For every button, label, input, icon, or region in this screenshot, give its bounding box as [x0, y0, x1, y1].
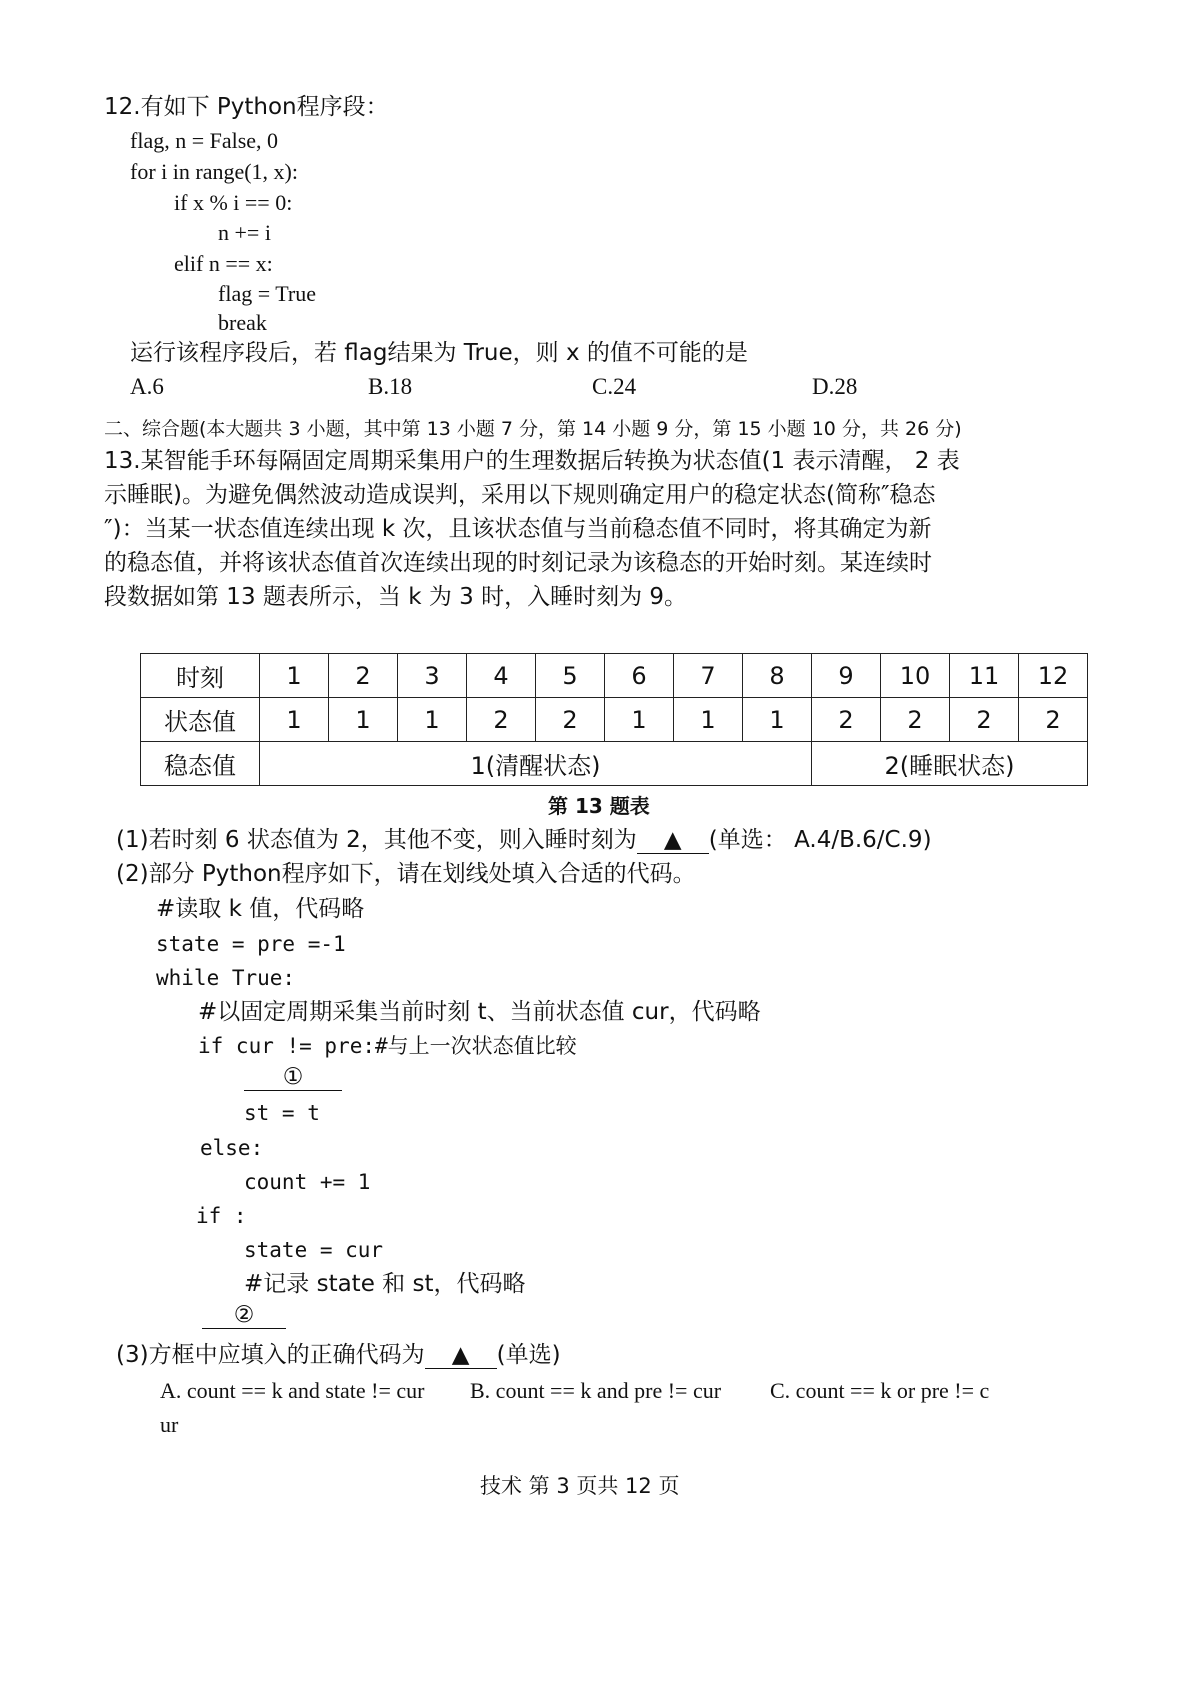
table-cell-state: 1 — [605, 698, 674, 742]
q13-sub3-option-b: B. count == k and pre != cur — [470, 1378, 722, 1403]
q13-sub3 — [116, 1340, 561, 1370]
page-footer: 技术 第 3 页共 12 页 — [480, 1474, 680, 1498]
table-cell-time: 3 — [398, 654, 467, 698]
table-cell-time: 1 — [260, 654, 329, 698]
q12-code-line-5: elif n == x: — [174, 251, 273, 276]
q13-para-line-2: 示睡眠)。为避免偶然波动造成误判，采用以下规则确定用户的稳定状态(简称″稳态 — [104, 482, 936, 508]
table-row-stable — [141, 742, 1088, 786]
q12-question: 运行该程序段后，若 flag结果为 True，则 x 的值不可能的是 — [130, 340, 748, 366]
q13-code-line-4: #以固定周期采集当前时刻 t、当前状态值 cur，代码略 — [198, 999, 761, 1025]
table-cell-time: 12 — [1019, 654, 1088, 698]
section2-heading: 二、综合题(本大题共 3 小题，其中第 13 小题 7 分，第 14 小题 9 分，第 15 小题 10 分，共 26 分) — [104, 418, 962, 440]
q13-para-line-5: 段数据如第 13 题表所示，当 k 为 3 时，入睡时刻为 9。 — [104, 584, 688, 610]
table-cell-stable-sleep: 2(睡眠状态) — [812, 742, 1088, 786]
q12-code-line-4: n += i — [218, 220, 271, 245]
table-cell-state: 2 — [950, 698, 1019, 742]
q13-code-blank-1 — [244, 1062, 342, 1092]
table-cell-state: 2 — [536, 698, 605, 742]
q13-code-line-9: count += 1 — [244, 1170, 371, 1194]
q13-code-line-7: st = t — [244, 1101, 320, 1125]
q13-sub2: (2)部分 Python程序如下，请在划线处填入合适的代码。 — [116, 861, 696, 887]
q13-sub3-prefix: (3)方框中应填入的正确代码为 — [116, 1342, 425, 1368]
q13-sub1 — [116, 825, 932, 855]
table-cell-time: 10 — [881, 654, 950, 698]
q12-code-line-6: flag = True — [218, 281, 316, 306]
q13-code-line-12: #记录 state 和 st，代码略 — [244, 1271, 526, 1297]
q12-option-c: C.24 — [592, 374, 637, 399]
table-caption: 第 13 题表 — [548, 794, 650, 818]
code-fill-blank-2[interactable]: ② — [202, 1302, 286, 1329]
table-cell-time: 9 — [812, 654, 881, 698]
table-cell-state: 1 — [674, 698, 743, 742]
q13-sub1-suffix: (单选： A.4/B.6/C.9) — [708, 827, 932, 853]
q13-sub1-prefix: (1)若时刻 6 状态值为 2，其他不变，则入睡时刻为 — [116, 827, 637, 853]
table-cell-time: 7 — [674, 654, 743, 698]
q13-para-line-4: 的稳态值，并将该状态值首次连续出现的时刻记录为该稳态的开始时刻。某连续时 — [104, 550, 932, 576]
table-header-state: 状态值 — [141, 698, 260, 742]
q13-code-line-10: if : — [196, 1204, 247, 1228]
q12-code-line-3: if x % i == 0: — [174, 190, 293, 215]
table-cell-state: 2 — [1019, 698, 1088, 742]
q12-option-d: D.28 — [812, 374, 858, 399]
q12-option-b: B.18 — [368, 374, 413, 399]
table-cell-state: 1 — [398, 698, 467, 742]
q13-code-line-11: state = cur — [244, 1238, 384, 1262]
table-cell-time: 2 — [329, 654, 398, 698]
q13-code-line-2: state = pre =-1 — [156, 932, 346, 956]
q12-code-line-7: break — [218, 310, 267, 335]
q13-code-line-8: else: — [200, 1136, 264, 1160]
q13-para-line-3: ″)：当某一状态值连续出现 k 次，且该状态值与当前稳态值不同时，将其确定为新 — [104, 516, 932, 542]
q13-code-line-3: while True: — [156, 966, 296, 990]
q13-sub3-option-c-wrap: ur — [160, 1412, 179, 1437]
table-header-stable: 稳态值 — [141, 742, 260, 786]
q13-code-line-5: if cur != pre:#与上一次状态值比较 — [198, 1034, 577, 1058]
table-cell-state: 1 — [329, 698, 398, 742]
q13-sub1-answer-blank[interactable]: ▲ — [637, 827, 709, 854]
table-cell-state: 2 — [881, 698, 950, 742]
q13-sub3-option-a: A. count == k and state != cur — [160, 1378, 425, 1403]
table-cell-time: 4 — [467, 654, 536, 698]
q12-code-line-2: for i in range(1, x): — [130, 159, 298, 184]
q13-sub3-suffix: (单选) — [496, 1342, 561, 1368]
table-row-states — [141, 698, 1088, 742]
q13-sub3-option-c: C. count == k or pre != c — [770, 1378, 990, 1403]
table-cell-time: 6 — [605, 654, 674, 698]
q12-option-a: A.6 — [130, 374, 164, 399]
table-header-time: 时刻 — [141, 654, 260, 698]
q13-para-line-1: 13.某智能手环每隔固定周期采集用户的生理数据后转换为状态值(1 表示清醒， 2 表 — [104, 448, 960, 474]
table-row-times — [141, 654, 1088, 698]
table-cell-time: 8 — [743, 654, 812, 698]
table-cell-time: 5 — [536, 654, 605, 698]
q13-data-table — [140, 653, 1088, 786]
table-cell-state: 1 — [260, 698, 329, 742]
q13-sub3-answer-blank[interactable]: ▲ — [425, 1342, 497, 1369]
table-cell-state: 2 — [812, 698, 881, 742]
table-cell-time: 11 — [950, 654, 1019, 698]
table-cell-state: 2 — [467, 698, 536, 742]
q13-code-blank-2 — [202, 1300, 286, 1330]
table-cell-state: 1 — [743, 698, 812, 742]
code-fill-blank-1[interactable]: ① — [244, 1064, 342, 1091]
table-cell-stable-awake: 1(清醒状态) — [260, 742, 812, 786]
q12-heading: 12.有如下 Python程序段： — [104, 94, 389, 120]
q12-code-line-1: flag, n = False, 0 — [130, 128, 279, 153]
q13-code-line-1: #读取 k 值，代码略 — [156, 896, 365, 922]
